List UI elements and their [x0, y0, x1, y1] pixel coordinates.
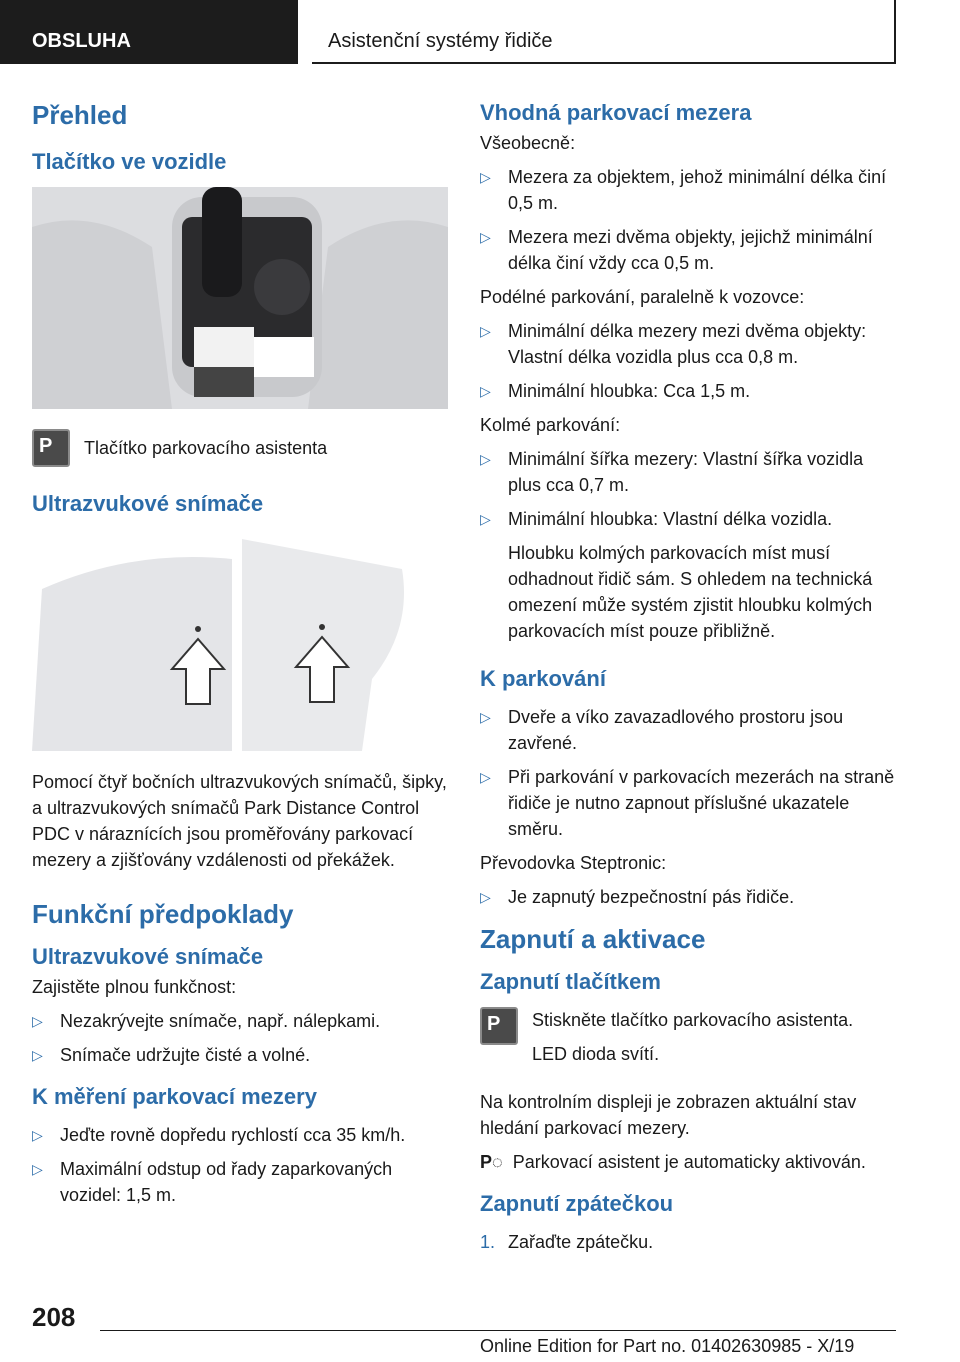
- reverse-steps: [480, 1229, 900, 1255]
- perpendicular-label: Kolmé parkování:: [480, 415, 621, 435]
- func-intro: Zajistěte plnou funkčnost:: [32, 977, 237, 997]
- display-text: Na kontrolním displeji je zobrazen aktuální stav hledání parkovací mezery.: [480, 1092, 857, 1138]
- bullet-triangle-icon: ▷: [480, 511, 491, 527]
- list-item: ▷ Nezakrývejte snímače, např. nálepkami.: [32, 1008, 448, 1034]
- heading-button: Tlačítko ve vozidle: [32, 149, 227, 174]
- measure-list: [32, 1122, 448, 1208]
- bullet-triangle-icon: ▷: [32, 1013, 43, 1029]
- parking-status-icon: P◌: [480, 1151, 503, 1172]
- list-item: ▷ Při parkování v parkovacích mezerách na straně řidiče je nutno zapnout příslušné ukazatele směru.: [480, 764, 900, 842]
- bullet-triangle-icon: ▷: [480, 889, 491, 905]
- list-item: ▷ Minimální hloubka: Vlastní délka vozidla.: [480, 506, 900, 532]
- general-list: [480, 164, 900, 276]
- section-tab: OBSLUHA: [0, 0, 298, 64]
- list-item: ▷ Mezera za objektem, jehož minimální délka činí 0,5 m.: [480, 164, 900, 216]
- list-item: ▷ Dveře a víko zavazadlového prostoru jsou zavřené.: [480, 704, 900, 756]
- parallel-list: [480, 318, 900, 404]
- console-photo: [32, 187, 448, 409]
- list-item: ▷ Mezera mezi dvěma objekty, jejichž minimální délka činí vždy cca 0,5 m.: [480, 224, 900, 276]
- heading-sensors: Ultrazvukové snímače: [32, 491, 264, 516]
- func-list: [32, 1008, 448, 1068]
- list-item: ▷ Je zapnutý bezpečnostní pás řidiče.: [480, 884, 900, 910]
- general-label: Všeobecně:: [480, 133, 576, 153]
- list-item: ▷ Jeďte rovně dopředu rychlostí cca 35 km/h.: [32, 1122, 448, 1148]
- button-on-step: Stiskněte tlačítko parkovacího asistenta.: [532, 1010, 854, 1030]
- heading-measure: K měření parkovací mezery: [32, 1084, 317, 1109]
- bullet-triangle-icon: ▷: [480, 451, 491, 467]
- heading-func-sensors: Ultrazvukové snímače: [32, 944, 264, 969]
- parking-list: [480, 704, 900, 842]
- bullet-triangle-icon: ▷: [480, 323, 491, 339]
- heading-overview: Přehled: [32, 100, 128, 130]
- chapter-tab: Asistenční systémy řidiče: [312, 0, 896, 64]
- heading-suitable-space: Vhodná parkovací mezera: [480, 100, 752, 125]
- sensors-text: Pomocí čtyř bočních ultrazvukových snímačů, šipky, a ultrazvukových snímačů Park Distance Control PDC v náraznících jsou proměřovány parkovací mezery a zjišťovány vzdálenosti od překážek.: [32, 772, 447, 870]
- list-item: ▷ Minimální hloubka: Cca 1,5 m.: [480, 378, 900, 404]
- parking-assistant-icon: P: [480, 1007, 518, 1045]
- parallel-label: Podélné parkování, paralelně k vozovce:: [480, 287, 805, 307]
- auto-active-text: Parkovací asistent je automaticky aktivován.: [512, 1152, 866, 1172]
- left-column: [32, 100, 448, 1216]
- steptronic-label: Převodovka Steptronic:: [480, 853, 667, 873]
- perpendicular-note: Hloubku kolmých parkovacích míst musí odhadnout řidič sám. S ohledem na technická omezení může systém zjistit hloubku kolmých parkovacích míst pouze přibližně.: [508, 543, 873, 641]
- bullet-triangle-icon: ▷: [480, 769, 491, 785]
- auto-active-row: [480, 1149, 900, 1175]
- bullet-triangle-icon: ▷: [480, 169, 491, 185]
- bullet-triangle-icon: ▷: [32, 1127, 43, 1143]
- perpendicular-list: [480, 446, 900, 532]
- sensors-photo: [32, 529, 412, 751]
- steptronic-list: [480, 884, 900, 910]
- list-item: ▷ Minimální délka mezery mezi dvěma objekty: Vlastní délka vozidla plus cca 0,8 m.: [480, 318, 900, 370]
- heading-reverse: Zapnutí zpátečkou: [480, 1191, 674, 1216]
- heading-parking: K parkování: [480, 666, 606, 691]
- led-text: LED dioda svítí.: [532, 1044, 660, 1064]
- page-header: [0, 0, 960, 64]
- bullet-triangle-icon: ▷: [480, 709, 491, 725]
- list-item: ▷ Snímače udržujte čisté a volné.: [32, 1042, 448, 1068]
- heading-button-on: Zapnutí tlačítkem: [480, 969, 661, 994]
- heading-prerequisites: Funkční předpoklady: [32, 899, 294, 929]
- button-caption: Tlačítko parkovacího asistenta: [84, 438, 328, 458]
- right-column: [480, 100, 900, 1255]
- button-caption-row: [32, 429, 448, 469]
- footer-rule: [100, 1330, 896, 1331]
- bullet-triangle-icon: ▷: [480, 383, 491, 399]
- page-footer: [0, 1290, 960, 1362]
- list-item: 1. Zařaďte zpátečku.: [480, 1232, 654, 1252]
- list-item: ▷ Minimální šířka mezery: Vlastní šířka vozidla plus cca 0,7 m.: [480, 446, 900, 498]
- heading-activation: Zapnutí a aktivace: [480, 924, 706, 954]
- page-number: 208: [32, 1302, 76, 1332]
- edition-text: Online Edition for Part no. 01402630985 - X/19: [480, 1336, 855, 1356]
- bullet-triangle-icon: ▷: [32, 1161, 43, 1177]
- list-item: ▷ Maximální odstup od řady zaparkovaných vozidel: 1,5 m.: [32, 1156, 448, 1208]
- bullet-triangle-icon: ▷: [480, 229, 491, 245]
- button-on-row: [480, 1007, 900, 1075]
- parking-assistant-icon: P: [32, 429, 70, 467]
- bullet-triangle-icon: ▷: [32, 1047, 43, 1063]
